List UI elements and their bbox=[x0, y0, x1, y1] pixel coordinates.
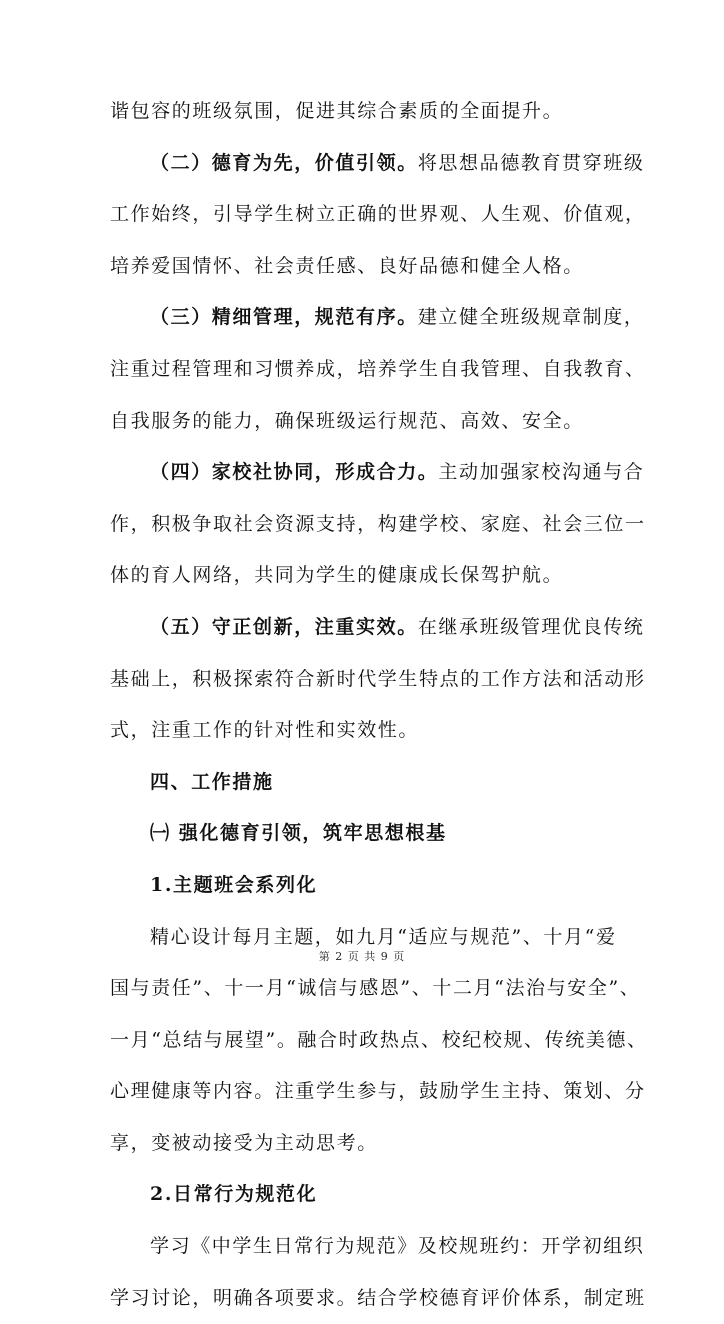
principle-5-line-2: 基础上，积极探索符合新时代学生特点的工作方法和活动形 bbox=[110, 667, 646, 690]
principle-4-rest: 主动加强家校沟通与合 bbox=[438, 461, 645, 484]
principle-5-line-1 bbox=[110, 602, 645, 654]
principle-3-line-2: 注重过程管理和习惯养成，培养学生自我管理、自我教育、 bbox=[110, 357, 646, 380]
item-1-line: 一月“总结与展望”。融合时政热点、校纪校规、传统美德、 bbox=[110, 1028, 648, 1051]
principle-5-rest: 在继承班级管理优良传统 bbox=[417, 615, 645, 638]
item-2-line: 学习《中学生日常行为规范》及校规班约：开学初组织 bbox=[150, 1235, 645, 1258]
page-number-footer: 第 2 页 共 9 页 bbox=[318, 950, 406, 963]
item-1-line: 国与责任”、十一月“诚信与感恩”、十二月“法治与安全”、 bbox=[110, 977, 641, 1000]
principle-2-line-2: 工作始终，引导学生树立正确的世界观、人生观、价值观， bbox=[110, 203, 646, 226]
item-1-title: 1.主题班会系列化 bbox=[150, 873, 318, 896]
item-1-line: 心理健康等内容。注重学生参与，鼓励学生主持、策划、分 bbox=[110, 1080, 646, 1103]
principle-3-line-3: 自我服务的能力，确保班级运行规范、高效、安全。 bbox=[110, 409, 584, 432]
body-text bbox=[110, 86, 648, 1324]
principle-5-line-3: 式，注重工作的针对性和实效性。 bbox=[110, 719, 420, 742]
principle-2-line-3: 培养爱国情怀、社会责任感、良好品德和健全人格。 bbox=[110, 254, 584, 277]
principle-3-lead: （三）精细管理，规范有序。 bbox=[150, 306, 418, 329]
principle-2-rest: 将思想品德教育贯穿班级 bbox=[417, 151, 645, 174]
item-2-line: 学习讨论，明确各项要求。结合学校德育评价体系，制定班 bbox=[110, 1286, 646, 1309]
section-heading: 四、工作措施 bbox=[150, 770, 274, 793]
principle-4-line-1 bbox=[110, 447, 645, 499]
principle-2-line-1 bbox=[110, 138, 645, 190]
principle-3-rest: 建立健全班级规章制度， bbox=[417, 306, 645, 329]
item-1-line: 享，变被动接受为主动思考。 bbox=[110, 1131, 378, 1154]
principle-4-line-3: 体的育人网络，共同为学生的健康成长保驾护航。 bbox=[110, 564, 564, 587]
principle-3-line-1 bbox=[110, 292, 645, 344]
principle-4-line-2: 作，积极争取社会资源支持，构建学校、家庭、社会三位一 bbox=[110, 512, 646, 535]
principle-2-lead: （二）德育为先，价值引领。 bbox=[150, 151, 418, 174]
paragraph-continuation: 谐包容的班级氛围，促进其综合素质的全面提升。 bbox=[110, 100, 564, 122]
item-1-line: 精心设计每月主题，如九月“适应与规范”、十月“爱 bbox=[150, 925, 617, 948]
principle-4-lead: （四）家校社协同，形成合力。 bbox=[150, 461, 439, 484]
item-2-title: 2.日常行为规范化 bbox=[150, 1183, 318, 1206]
principle-5-lead: （五）守正创新，注重实效。 bbox=[150, 615, 418, 638]
subsection-heading: ㈠ 强化德育引领，筑牢思想根基 bbox=[150, 822, 447, 845]
